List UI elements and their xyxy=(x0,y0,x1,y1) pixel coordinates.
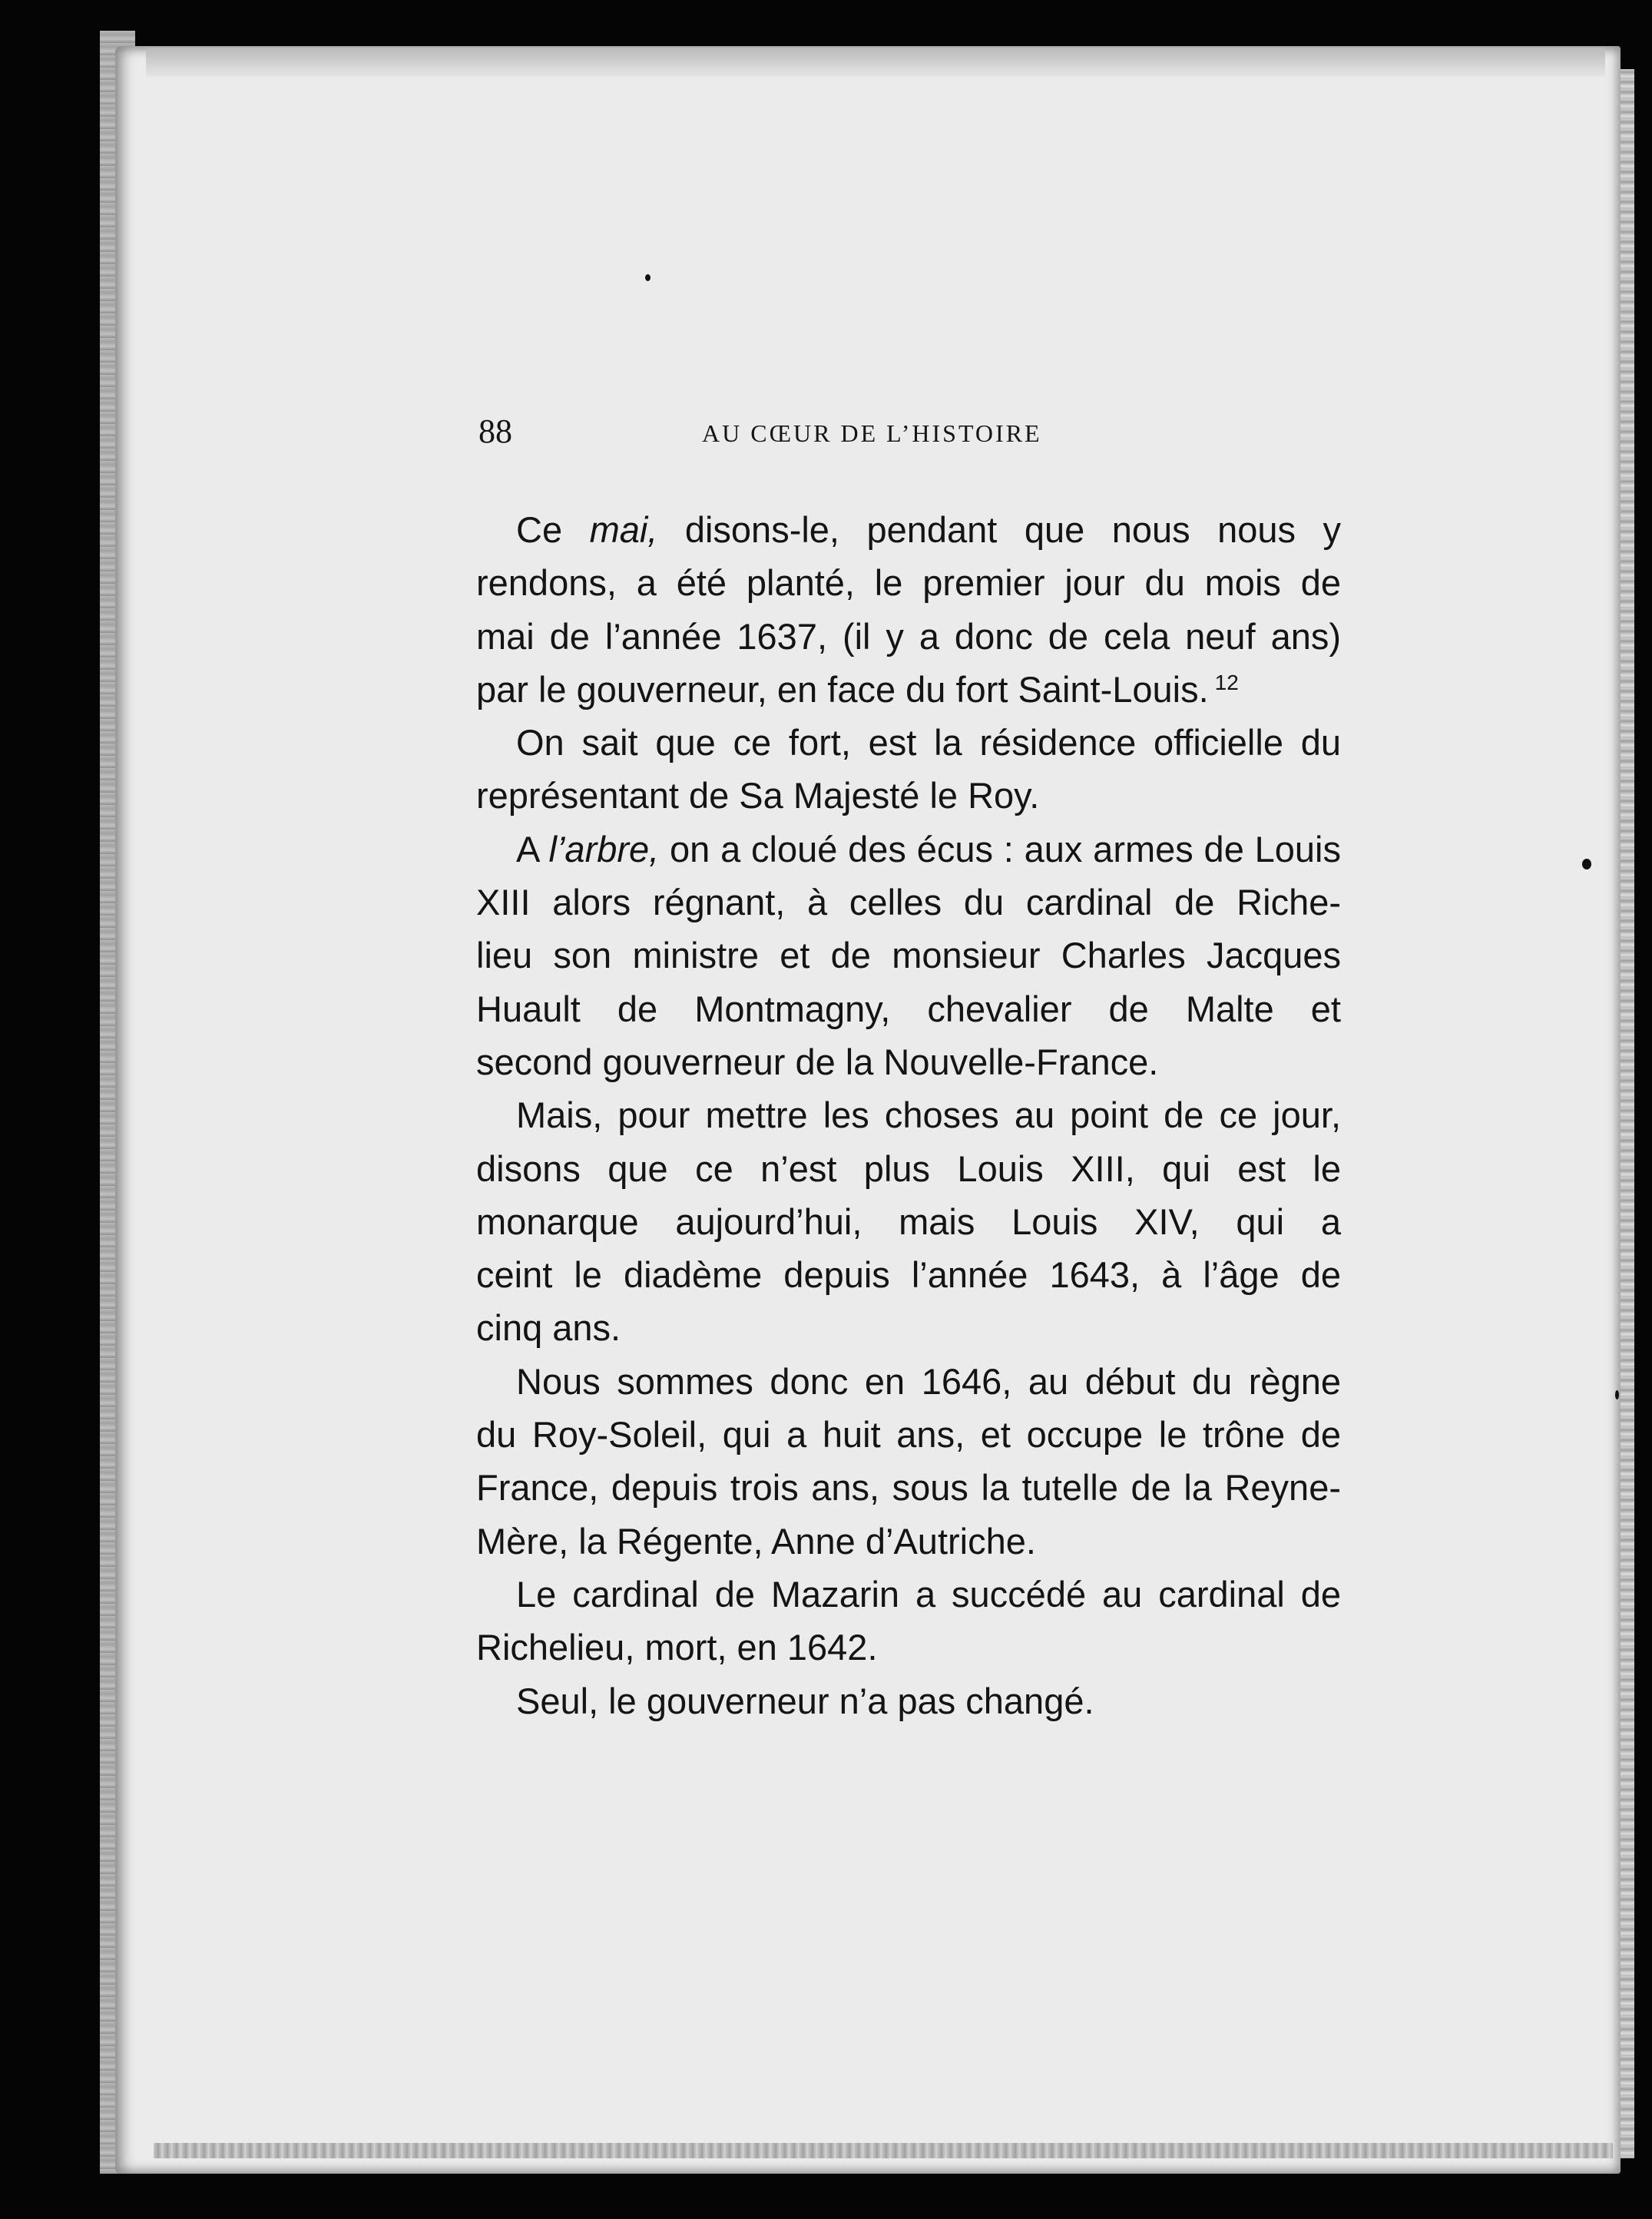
text-line: représentant de Sa Majesté le Roy. xyxy=(476,775,1040,816)
text-line: disons que ce n’est plus Louis XIII, qui est le xyxy=(476,1148,1341,1189)
text-line: A l’arbre, on a cloué des écus : aux armes de Louis xyxy=(516,828,1341,869)
text-line: cinq ans. xyxy=(476,1307,621,1349)
text-line: second gouverneur de la Nouvelle-France. xyxy=(476,1041,1159,1082)
text-line: Le cardinal de Mazarin a succédé au cardinal de xyxy=(516,1573,1341,1615)
text-line: lieu son ministre et de monsieur Charles Jacques xyxy=(476,935,1341,976)
text-line: Ce mai, disons-le, pendant que nous nous y xyxy=(516,509,1341,550)
text-line: Nous sommes donc en 1646, au début du règne xyxy=(516,1360,1341,1402)
text-line: rendons, a été planté, le premier jour du mois de xyxy=(476,562,1341,604)
body-text xyxy=(476,503,1341,1727)
text-line: Mais, pour mettre les choses au point de ce jour, xyxy=(516,1095,1341,1136)
italic-word: l’arbre, xyxy=(548,828,660,869)
page-edge-top xyxy=(146,48,1605,77)
text-line: XIII alors régnant, à celles du cardinal de Riche- xyxy=(476,882,1341,923)
text-line: On sait que ce fort, est la résidence officielle du xyxy=(516,722,1341,763)
page-number: 88 xyxy=(478,412,512,450)
footnote-ref: 12 xyxy=(1214,670,1239,694)
text-line: par le gouverneur, en face du fort Saint-Louis. $^{12}$ xyxy=(476,668,1239,710)
text-line: monarque aujourd’hui, mais Louis XIV, qui a xyxy=(476,1201,1341,1242)
ink-speck xyxy=(1582,859,1591,869)
page-edge-bottom xyxy=(154,2143,1613,2158)
text-line: Huault de Montmagny, chevalier de Malte et xyxy=(476,988,1341,1029)
text-line: France, depuis trois ans, sous la tutelle de la Reyne- xyxy=(476,1467,1341,1509)
ink-speck xyxy=(645,274,651,281)
text-line: Richelieu, mort, en 1642. xyxy=(476,1627,878,1668)
ink-speck xyxy=(1615,1390,1619,1399)
text-line: Seul, le gouverneur n’a pas changé. xyxy=(516,1680,1094,1721)
text-line: Mère, la Régente, Anne d’Autriche. xyxy=(476,1520,1036,1562)
running-title: AU CŒUR DE L’HISTOIRE xyxy=(702,419,1042,447)
text-line: mai de l’année 1637, (il y a donc de cela neuf ans) xyxy=(476,615,1341,657)
text-line: du Roy-Soleil, qui a huit ans, et occupe le trône de xyxy=(476,1414,1341,1456)
italic-word: mai, xyxy=(589,509,658,550)
text-line: ceint le diadème depuis l’année 1643, à l’âge de xyxy=(476,1254,1341,1296)
